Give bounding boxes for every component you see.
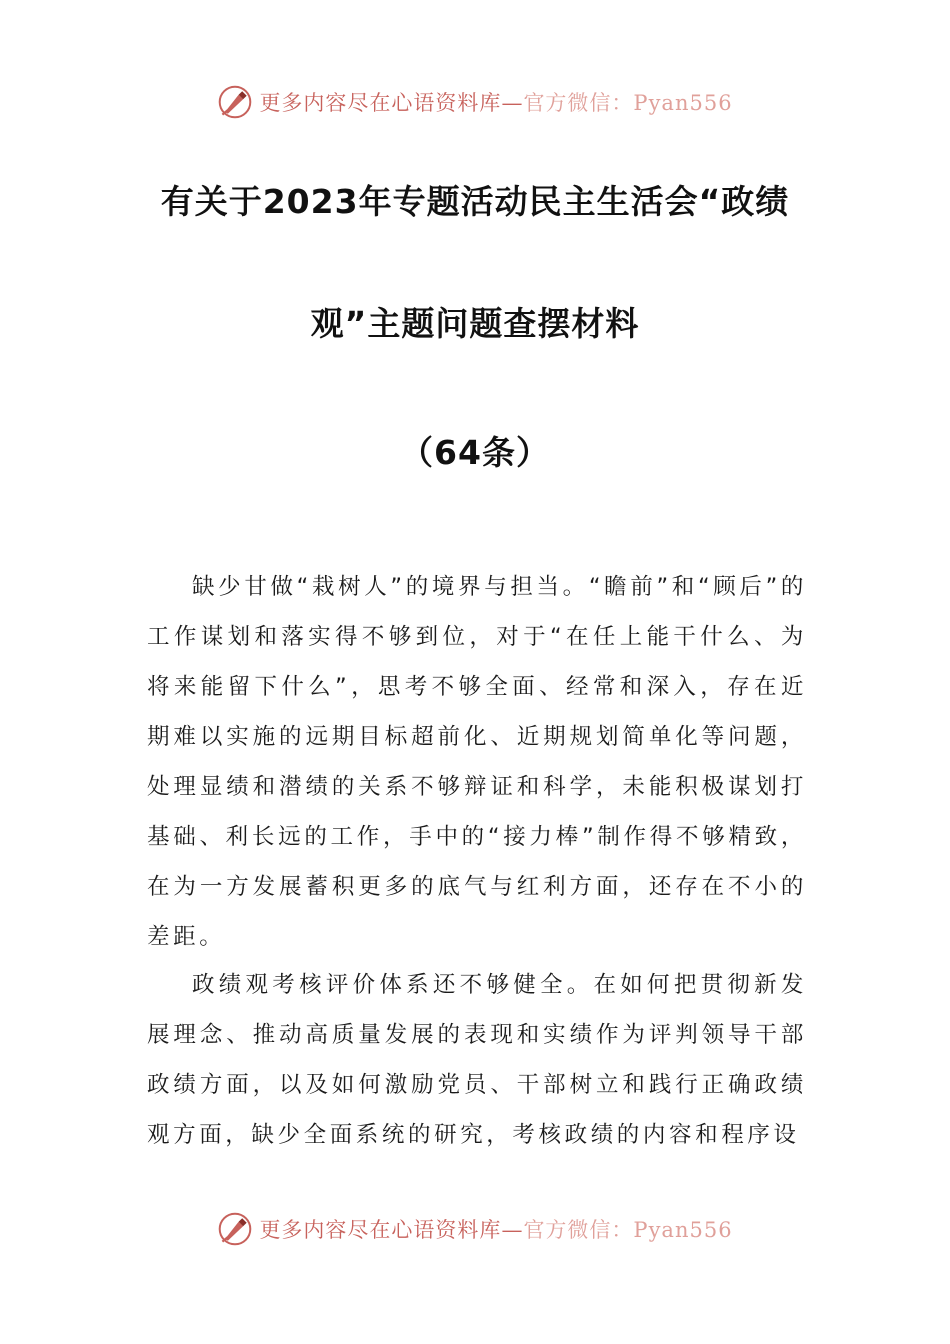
watermark-separator: — <box>501 1218 524 1242</box>
document-title-line-2: 观”主题问题查摆材料 <box>310 304 640 343</box>
watermark-main-text: 更多内容尽在心语资料库 <box>259 91 502 115</box>
watermark-wechat-text: 官方微信：Pyan556 <box>523 1218 733 1242</box>
paragraph-text: 缺少甘做“栽树人”的境界与担当。“瞻前”和“顾后”的工作谋划和落实得不够到位，对于“在任上能干什么、为将来能留下什么”，思考不够全面、经常和深入，存在近期难以实施的远期目标超前化、近期规划简单化等问题，处理显绩和潜绩的关系不够辩证和科学，未能积极谋划打基础、利长远的工作，手中的“接力棒”制作得不够精致，在为一方发展蓄积更多的底气与红利方面，还存在不小的差距。 <box>147 574 807 950</box>
paragraph-text: 政绩观考核评价体系还不够健全。在如何把贯彻新发展理念、推动高质量发展的表现和实绩作为评判领导干部政绩方面，以及如何激励党员、干部树立和践行正确政绩观方面，缺少全面系统的研究，考核政绩的内容和程序设 <box>147 972 807 1148</box>
document-title-count: （64条） <box>400 433 550 472</box>
pen-nib-logo-icon <box>217 84 253 120</box>
watermark-wechat-text: 官方微信：Pyan556 <box>523 91 733 115</box>
document-title-line-1: 有关于2023年专题活动民主生活会“政绩 <box>160 182 790 221</box>
body-paragraph-1 <box>147 562 807 962</box>
watermark-main-text: 更多内容尽在心语资料库 <box>259 1218 502 1242</box>
header-watermark <box>0 84 950 120</box>
watermark-text <box>259 1214 732 1244</box>
pen-nib-logo-icon <box>217 1211 253 1247</box>
body-paragraph-2 <box>147 960 807 1160</box>
footer-watermark <box>0 1211 950 1247</box>
watermark-text <box>259 87 732 117</box>
watermark-separator: — <box>501 91 524 115</box>
